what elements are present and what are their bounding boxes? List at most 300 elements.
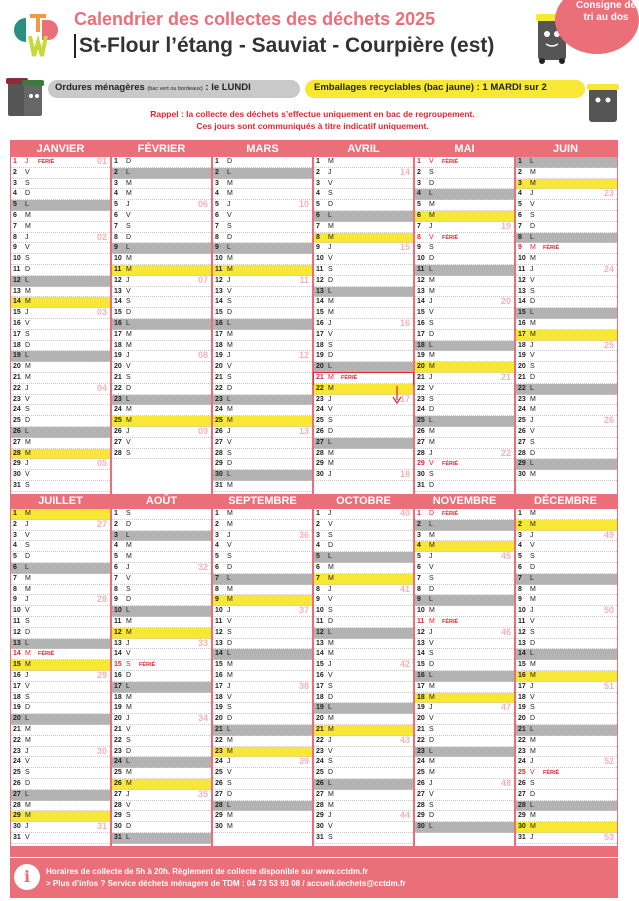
day-number: 9 xyxy=(13,596,17,604)
day-letter: M xyxy=(227,341,233,349)
week-number: 31 xyxy=(96,821,107,832)
day-number: 24 xyxy=(114,406,122,414)
day-row xyxy=(11,395,110,406)
day-row xyxy=(516,276,617,287)
day-letter: M xyxy=(227,417,233,425)
day-number: 19 xyxy=(13,704,21,712)
day-row xyxy=(415,779,514,790)
day-number: 31 xyxy=(13,833,21,841)
day-number: 4 xyxy=(417,190,421,198)
day-letter: M xyxy=(429,363,435,371)
day-letter: M xyxy=(126,179,132,187)
week-number: 47 xyxy=(500,702,511,713)
day-number: 2 xyxy=(316,168,320,176)
day-letter: L xyxy=(328,438,332,446)
day-letter: J xyxy=(328,661,332,669)
day-row xyxy=(213,585,312,596)
day-row xyxy=(11,287,110,298)
day-row xyxy=(11,531,110,542)
day-number: 19 xyxy=(417,352,425,360)
day-row xyxy=(112,693,211,704)
day-row xyxy=(516,639,617,650)
day-number: 5 xyxy=(114,553,118,561)
day-number: 24 xyxy=(13,406,21,414)
day-number: 19 xyxy=(316,352,324,360)
day-letter: S xyxy=(126,736,131,744)
day-row xyxy=(415,541,514,552)
day-number: 10 xyxy=(518,255,526,263)
day-number: 24 xyxy=(13,758,21,766)
day-letter: S xyxy=(429,574,434,582)
day-number: 14 xyxy=(13,650,21,658)
day-letter: J xyxy=(429,704,433,712)
day-row xyxy=(415,811,514,822)
day-row xyxy=(213,682,312,693)
day-number: 30 xyxy=(417,471,425,479)
day-number: 18 xyxy=(114,693,122,701)
footer-line-2: > Plus d’infos ? Service déchets ménagers de TDM : 04 73 53 93 08 / accueil.dechets@cctdm.fr xyxy=(46,879,406,888)
day-letter: V xyxy=(126,363,131,371)
day-row xyxy=(516,351,617,362)
day-row xyxy=(112,747,211,758)
day-letter: S xyxy=(126,449,131,457)
day-row xyxy=(415,233,514,244)
day-row xyxy=(314,168,413,179)
day-row xyxy=(11,693,110,704)
day-letter: L xyxy=(530,574,534,582)
day-number: 7 xyxy=(316,222,320,230)
week-number: 27 xyxy=(96,518,107,529)
day-number: 17 xyxy=(518,330,526,338)
day-letter: M xyxy=(328,715,334,723)
day-letter: S xyxy=(530,438,535,446)
day-number: 10 xyxy=(114,607,122,615)
day-row xyxy=(213,714,312,725)
day-number: 30 xyxy=(316,471,324,479)
day-row xyxy=(516,341,617,352)
month-header: SEPTEMBRE xyxy=(212,494,313,508)
day-letter: S xyxy=(25,330,30,338)
day-row xyxy=(213,563,312,574)
day-number: 25 xyxy=(13,769,21,777)
day-letter: M xyxy=(429,693,435,701)
day-number: 20 xyxy=(316,715,324,723)
day-number: 12 xyxy=(417,276,425,284)
day-row xyxy=(314,179,413,190)
day-number: 18 xyxy=(316,693,324,701)
day-row xyxy=(516,563,617,574)
day-number: 28 xyxy=(114,801,122,809)
week-number: 03 xyxy=(96,307,107,318)
day-number: 17 xyxy=(13,330,21,338)
day-letter: M xyxy=(227,823,233,831)
consigne-badge: Consigne de tri au dos xyxy=(555,0,639,54)
day-letter: J xyxy=(429,628,433,636)
day-number: 20 xyxy=(215,715,223,723)
day-letter: M xyxy=(530,319,536,327)
day-row xyxy=(415,416,514,427)
day-letter: J xyxy=(25,520,29,528)
day-row xyxy=(516,801,617,812)
day-letter: V xyxy=(429,460,434,468)
day-number: 2 xyxy=(13,520,17,528)
day-row xyxy=(213,254,312,265)
day-number: 27 xyxy=(417,438,425,446)
legend-ordures-label: Ordures ménagères xyxy=(55,82,145,93)
day-letter: M xyxy=(25,574,31,582)
day-letter: V xyxy=(25,758,30,766)
day-number: 11 xyxy=(417,617,425,625)
day-letter: D xyxy=(530,222,536,230)
day-letter: D xyxy=(227,309,233,317)
day-letter: M xyxy=(328,373,334,381)
day-letter: L xyxy=(530,650,534,658)
day-row xyxy=(11,725,110,736)
day-number: 12 xyxy=(518,276,526,284)
day-row xyxy=(112,779,211,790)
day-number: 10 xyxy=(215,255,223,263)
day-letter: S xyxy=(328,758,333,766)
day-row xyxy=(415,189,514,200)
day-number: 30 xyxy=(13,471,21,479)
day-number: 27 xyxy=(13,790,21,798)
day-row xyxy=(11,703,110,714)
day-row xyxy=(112,449,211,460)
day-letter: V xyxy=(126,725,131,733)
day-row xyxy=(516,585,617,596)
day-letter: J xyxy=(227,531,231,539)
day-number: 18 xyxy=(316,341,324,349)
day-letter: J xyxy=(126,639,130,647)
day-number: 7 xyxy=(114,222,118,230)
day-row xyxy=(112,254,211,265)
day-row xyxy=(314,671,413,682)
month-header: DÉCEMBRE xyxy=(515,494,616,508)
day-number: 3 xyxy=(316,531,320,539)
day-number: 12 xyxy=(518,628,526,636)
week-number: 28 xyxy=(96,594,107,605)
day-row xyxy=(516,790,617,801)
day-number: 1 xyxy=(13,510,17,517)
day-number: 6 xyxy=(215,563,219,571)
day-row xyxy=(516,768,617,779)
day-number: 9 xyxy=(114,596,118,604)
day-row xyxy=(213,265,312,276)
day-letter: J xyxy=(530,607,534,615)
day-row xyxy=(516,509,617,520)
day-letter: M xyxy=(530,244,536,252)
day-number: 21 xyxy=(316,725,324,733)
day-letter: J xyxy=(530,341,534,349)
day-letter: V xyxy=(429,790,434,798)
week-number: 45 xyxy=(500,551,511,562)
month-column xyxy=(314,509,413,846)
day-number: 4 xyxy=(417,542,421,550)
day-number: 28 xyxy=(316,801,324,809)
day-number: 4 xyxy=(215,190,219,198)
day-row xyxy=(112,297,211,308)
day-letter: M xyxy=(429,276,435,284)
day-row xyxy=(213,481,312,492)
day-row xyxy=(516,649,617,660)
day-number: 9 xyxy=(518,244,522,252)
day-letter: S xyxy=(530,363,535,371)
day-row xyxy=(112,200,211,211)
day-row xyxy=(415,585,514,596)
day-letter: D xyxy=(328,617,334,625)
day-row xyxy=(516,265,617,276)
day-letter: D xyxy=(429,661,435,669)
day-row xyxy=(213,628,312,639)
day-row xyxy=(11,189,110,200)
day-number: 12 xyxy=(114,276,122,284)
day-letter: L xyxy=(530,384,534,392)
day-number: 23 xyxy=(13,395,21,403)
day-letter: S xyxy=(328,607,333,615)
month-header: JANVIER xyxy=(10,142,111,156)
day-row xyxy=(213,395,312,406)
day-number: 14 xyxy=(518,298,526,306)
day-number: 1 xyxy=(13,158,17,165)
day-number: 13 xyxy=(13,639,21,647)
day-row xyxy=(112,189,211,200)
day-row xyxy=(415,682,514,693)
day-row xyxy=(11,168,110,179)
month-header: MARS xyxy=(212,142,313,156)
day-row xyxy=(516,520,617,531)
day-letter: M xyxy=(227,520,233,528)
month-column xyxy=(314,157,413,494)
day-row xyxy=(112,405,211,416)
day-letter: D xyxy=(25,553,31,561)
day-letter: M xyxy=(328,298,334,306)
day-letter: M xyxy=(25,736,31,744)
day-number: 4 xyxy=(518,542,522,550)
day-number: 7 xyxy=(13,222,17,230)
day-number: 13 xyxy=(518,287,526,295)
day-number: 5 xyxy=(13,201,17,209)
day-letter: J xyxy=(126,715,130,723)
day-letter: V xyxy=(429,639,434,647)
day-letter: J xyxy=(328,244,332,252)
day-row xyxy=(415,671,514,682)
week-number: 29 xyxy=(96,669,107,680)
day-row xyxy=(415,168,514,179)
day-letter: J xyxy=(126,790,130,798)
day-letter: M xyxy=(25,510,31,517)
day-letter: S xyxy=(530,287,535,295)
day-number: 29 xyxy=(114,812,122,820)
day-letter: V xyxy=(328,671,333,679)
day-number: 26 xyxy=(518,427,526,435)
day-row xyxy=(516,416,617,427)
day-row xyxy=(11,459,110,470)
day-number: 15 xyxy=(417,661,425,669)
day-letter: D xyxy=(227,158,233,165)
day-number: 30 xyxy=(13,823,21,831)
day-row xyxy=(11,639,110,650)
day-row xyxy=(11,714,110,725)
day-letter: M xyxy=(227,510,233,517)
day-number: 17 xyxy=(114,330,122,338)
day-letter: M xyxy=(126,617,132,625)
day-number: 3 xyxy=(114,179,118,187)
day-row xyxy=(415,427,514,438)
day-row xyxy=(112,757,211,768)
day-row xyxy=(11,384,110,395)
day-letter: M xyxy=(227,747,233,755)
month-header: MAI xyxy=(414,142,515,156)
day-number: 8 xyxy=(417,233,421,241)
month-column xyxy=(213,509,312,846)
day-number: 1 xyxy=(417,510,421,517)
day-letter: V xyxy=(328,823,333,831)
day-letter: M xyxy=(25,298,31,306)
day-row xyxy=(314,341,413,352)
day-row xyxy=(213,520,312,531)
day-letter: L xyxy=(227,319,231,327)
day-row xyxy=(516,606,617,617)
day-letter: L xyxy=(429,823,433,831)
day-number: 3 xyxy=(518,531,522,539)
day-row xyxy=(213,757,312,768)
day-row xyxy=(516,373,617,384)
week-number: 30 xyxy=(96,745,107,756)
day-row xyxy=(516,308,617,319)
day-number: 13 xyxy=(518,639,526,647)
day-letter: V xyxy=(126,287,131,295)
day-letter: S xyxy=(530,553,535,561)
day-number: 26 xyxy=(316,427,324,435)
day-number: 20 xyxy=(417,363,425,371)
day-number: 16 xyxy=(316,319,324,327)
day-letter: L xyxy=(227,244,231,252)
day-row xyxy=(11,157,110,168)
day-row xyxy=(213,287,312,298)
day-number: 9 xyxy=(316,596,320,604)
day-number: 22 xyxy=(518,736,526,744)
day-letter: V xyxy=(227,287,232,295)
week-number: 35 xyxy=(197,788,208,799)
day-letter: S xyxy=(227,779,232,787)
day-row xyxy=(314,757,413,768)
day-row xyxy=(516,287,617,298)
day-row xyxy=(112,833,211,844)
day-letter: M xyxy=(227,330,233,338)
day-number: 12 xyxy=(215,628,223,636)
day-number: 8 xyxy=(417,585,421,593)
day-number: 26 xyxy=(114,427,122,435)
day-letter: J xyxy=(530,833,534,841)
day-row xyxy=(11,330,110,341)
day-number: 13 xyxy=(13,287,21,295)
day-row xyxy=(213,319,312,330)
day-row xyxy=(11,617,110,628)
week-number: 06 xyxy=(197,199,208,210)
day-number: 27 xyxy=(114,438,122,446)
week-number: 25 xyxy=(603,339,614,350)
month-column xyxy=(213,157,312,494)
day-number: 28 xyxy=(417,801,425,809)
day-number: 3 xyxy=(417,179,421,187)
day-row xyxy=(415,405,514,416)
day-letter: M xyxy=(25,725,31,733)
day-row xyxy=(213,297,312,308)
month-header: NOVEMBRE xyxy=(414,494,515,508)
day-number: 5 xyxy=(316,201,320,209)
day-number: 11 xyxy=(13,617,21,625)
day-letter: V xyxy=(25,833,30,841)
day-letter: J xyxy=(328,319,332,327)
week-number: 18 xyxy=(399,469,410,480)
day-letter: V xyxy=(126,211,131,219)
day-row xyxy=(213,801,312,812)
day-number: 28 xyxy=(13,801,21,809)
day-number: 8 xyxy=(13,585,17,593)
day-letter: M xyxy=(126,704,132,712)
day-row xyxy=(213,552,312,563)
week-number: 39 xyxy=(298,756,309,767)
day-number: 2 xyxy=(316,520,320,528)
day-letter: S xyxy=(530,211,535,219)
day-letter: S xyxy=(126,812,131,820)
day-row xyxy=(11,606,110,617)
day-number: 14 xyxy=(417,650,425,658)
day-row xyxy=(415,254,514,265)
day-number: 5 xyxy=(417,201,421,209)
day-row xyxy=(415,200,514,211)
week-number: 02 xyxy=(96,231,107,242)
day-letter: V xyxy=(328,520,333,528)
day-letter: V xyxy=(25,531,30,539)
day-letter: S xyxy=(25,617,30,625)
day-row xyxy=(415,276,514,287)
day-number: 4 xyxy=(316,190,320,198)
day-number: 6 xyxy=(417,211,421,219)
day-row xyxy=(314,725,413,736)
day-number: 10 xyxy=(417,607,425,615)
day-number: 28 xyxy=(518,449,526,457)
day-row xyxy=(213,822,312,833)
day-row xyxy=(112,211,211,222)
holiday-label: FÉRIÉ xyxy=(442,234,459,241)
day-letter: J xyxy=(126,427,130,435)
day-row xyxy=(213,362,312,373)
day-row xyxy=(11,449,110,460)
day-row xyxy=(213,660,312,671)
day-row xyxy=(516,362,617,373)
day-number: 21 xyxy=(114,725,122,733)
day-number: 27 xyxy=(215,438,223,446)
page-subtitle: St-Flour l’étang - Sauviat - Courpière (est) xyxy=(74,34,494,58)
day-number: 1 xyxy=(518,158,522,165)
day-row xyxy=(415,693,514,704)
day-letter: S xyxy=(328,833,333,841)
day-number: 6 xyxy=(518,211,522,219)
day-number: 2 xyxy=(215,520,219,528)
day-letter: S xyxy=(25,406,30,414)
day-letter: M xyxy=(530,736,536,744)
day-number: 23 xyxy=(417,747,425,755)
day-row xyxy=(415,768,514,779)
week-number: 51 xyxy=(603,680,614,691)
day-number: 11 xyxy=(518,617,526,625)
day-letter: M xyxy=(429,427,435,435)
day-letter: J xyxy=(126,276,130,284)
day-number: 11 xyxy=(518,265,526,273)
day-row xyxy=(112,179,211,190)
month-header: AVRIL xyxy=(313,142,414,156)
